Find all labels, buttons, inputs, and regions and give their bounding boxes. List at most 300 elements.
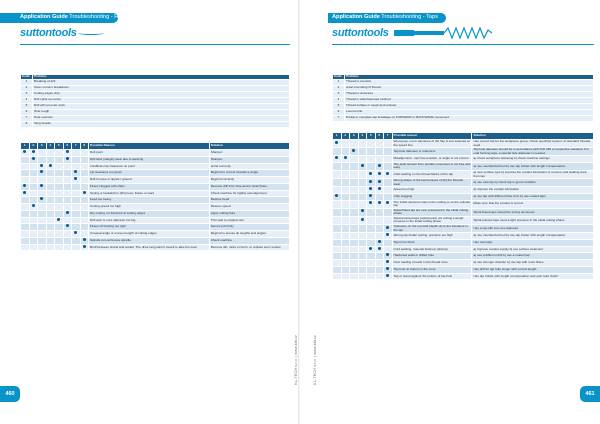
possible-reason: Flutes of/ burping not right <box>89 224 210 231</box>
grid-mark-cell <box>55 204 64 211</box>
problem-text: Partial or complete tap breakage on FORWARD or BACKWARD movement <box>345 115 594 121</box>
left-trouble-grid <box>20 142 290 251</box>
right-banner-title: Application Guide Troubleshooting - Taps <box>332 14 438 20</box>
bullet-dot-icon <box>369 187 372 190</box>
grid-mark-cell <box>375 233 384 240</box>
grid-col-header: 2 <box>341 133 350 140</box>
grid-row <box>333 148 594 156</box>
grid-mark-cell <box>21 204 30 211</box>
grid-col-header: 6 <box>375 133 384 140</box>
grid-mark-cell <box>333 156 342 163</box>
grid-mark-cell <box>46 170 55 177</box>
grid-mark-cell <box>46 224 55 231</box>
grid-mark-cell <box>358 208 367 216</box>
problem-text: Thread is oversize <box>345 79 594 85</box>
grid-mark-cell <box>350 253 359 260</box>
grid-mark-cell <box>358 148 367 156</box>
grid-mark-cell <box>367 162 376 170</box>
grid-mark-cell <box>384 260 393 267</box>
grid-row <box>21 183 290 190</box>
grid-mark-cell <box>55 177 64 184</box>
grid-mark-cell <box>350 266 359 273</box>
grid-mark-cell <box>333 148 342 156</box>
possible-reason: Tap hole diameter is undersize <box>392 148 472 156</box>
bullet-dot-icon <box>74 177 77 180</box>
grid-mark-cell <box>333 239 342 246</box>
grid-mark-cell <box>63 197 72 204</box>
grid-mark-cell <box>375 156 384 163</box>
solution: Remove drill from hole and to clear flutes <box>209 183 289 190</box>
grid-mark-cell <box>375 266 384 273</box>
grid-mark-cell <box>333 187 342 194</box>
problem-code: 3 <box>333 91 345 97</box>
grid-mark-cell <box>29 156 38 163</box>
grid-mark-cell <box>367 273 376 280</box>
grid-mark-cell <box>29 177 38 184</box>
grid-mark-cell <box>333 246 342 253</box>
possible-reason: Flutes clogged with chips <box>89 183 210 190</box>
grid-mark-cell <box>341 225 350 233</box>
grid-mark-cell <box>384 200 393 208</box>
grid-col-header: 5 <box>367 133 376 140</box>
grid-mark-cell <box>350 193 359 200</box>
bullet-dot-icon <box>32 204 35 207</box>
grid-mark-cell <box>21 197 30 204</box>
grid-mark-cell <box>358 171 367 179</box>
grid-mark-cell <box>46 156 55 163</box>
grid-mark-cell <box>384 253 393 260</box>
bullet-dot-icon <box>23 184 26 187</box>
problem-code: 8 <box>21 121 33 127</box>
bullet-dot-icon <box>378 187 381 190</box>
grid-mark-cell <box>341 179 350 187</box>
grid-mark-cell <box>375 187 384 194</box>
grid-mark-cell <box>38 170 47 177</box>
possible-reason: Dry cutting, no lubricant at cutting edges <box>89 210 210 217</box>
bullet-dot-icon <box>57 218 60 221</box>
grid-mark-cell <box>38 197 47 204</box>
grid-mark-cell <box>55 231 64 238</box>
grid-row <box>21 177 290 184</box>
grid-mark-cell <box>358 200 367 208</box>
bullet-dot-icon <box>66 157 69 160</box>
grid-mark-cell <box>46 237 55 244</box>
grid-mark-cell <box>72 217 81 224</box>
bullet-dot-icon <box>335 141 338 144</box>
possible-reason: Speed too high <box>392 187 472 194</box>
problem-text: Axial miscutting of thread <box>345 85 594 91</box>
grid-mark-cell <box>384 239 393 246</box>
possible-reason: Spiral pointed taps (spiral point) not cutting enough pressure in the initial cutting phase <box>392 216 472 224</box>
grid-mark-cell <box>384 216 393 224</box>
grid-mark-cell <box>367 148 376 156</box>
grid-mark-cell <box>29 217 38 224</box>
possible-reason: Tap or stand against the bottom of tap hole <box>392 273 472 280</box>
grid-mark-cell <box>358 273 367 280</box>
bullet-dot-icon <box>386 201 389 204</box>
solution: Sharpen <box>209 156 289 163</box>
grid-mark-cell <box>350 156 359 163</box>
bullet-dot-icon <box>23 150 26 153</box>
possible-reason: Wrong shape of the tap because of (R) the threads wear <box>392 179 472 187</box>
grid-mark-cell <box>350 140 359 148</box>
problem-text: Thread is wide/fractured inclined <box>345 97 594 103</box>
grid-row <box>333 187 594 194</box>
right-trouble-grid <box>332 132 594 280</box>
grid-mark-cell <box>29 163 38 170</box>
problem-code: 4 <box>21 97 33 103</box>
grid-mark-cell <box>341 193 350 200</box>
solution: Secure job firmly <box>209 224 289 231</box>
bullet-dot-icon <box>378 247 381 250</box>
grid-mark-cell <box>350 208 359 216</box>
grid-mark-cell <box>21 237 30 244</box>
grid-mark-cell <box>350 162 359 170</box>
grid-mark-cell <box>63 177 72 184</box>
right-page-number: 461 <box>580 386 600 402</box>
possible-reason: Cold welding on the thread flanks of the tap <box>392 171 472 179</box>
grid-mark-cell <box>55 237 64 244</box>
grid-mark-cell <box>341 266 350 273</box>
problem-row <box>333 115 594 121</box>
bullet-dot-icon <box>74 231 77 234</box>
grid-mark-cell <box>358 187 367 194</box>
grid-col-header: 4 <box>358 133 367 140</box>
grid-col-header: 3 <box>350 133 359 140</box>
grid-mark-cell <box>80 244 89 251</box>
grid-mark-cell <box>384 162 393 170</box>
problem-code: 7 <box>21 115 33 121</box>
grid-mark-cell <box>38 210 47 217</box>
grid-row <box>21 170 290 177</box>
grid-mark-cell <box>72 197 81 204</box>
grid-mark-cell <box>29 170 38 177</box>
possible-reason: Bruff between shank and socket. The drive tang wasn't meant to take the load <box>89 244 210 251</box>
grid-mark-cell <box>384 193 393 200</box>
grid-mark-cell <box>46 244 55 251</box>
grid-mark-cell <box>375 239 384 246</box>
logo-swoosh-icon <box>78 31 104 35</box>
possible-reason: Unequal angle or uneven length of cutting edges <box>89 231 210 238</box>
grid-mark-cell <box>375 179 384 187</box>
grid-mark-cell <box>367 187 376 194</box>
grid-mark-cell <box>333 200 342 208</box>
possible-reason: Drill land (margin) wear due to wearing <box>89 156 210 163</box>
grid-mark-cell <box>72 183 81 190</box>
grid-mark-cell <box>72 224 81 231</box>
grid-mark-cell <box>46 204 55 211</box>
possible-reason: Wrong tap holder setting, pressure too high <box>392 233 472 240</box>
grid-mark-cell <box>21 224 30 231</box>
grid-mark-cell <box>46 217 55 224</box>
grid-mark-cell <box>358 225 367 233</box>
solution: a) improve coolant supply b) use surface treatment <box>472 246 594 253</box>
grid-mark-cell <box>80 237 89 244</box>
solution: Reduce speed <box>209 204 289 211</box>
grid-mark-cell <box>46 190 55 197</box>
solution: Thin web to original size <box>209 217 289 224</box>
bullet-dot-icon <box>361 164 364 167</box>
grid-mark-cell <box>384 140 393 148</box>
grid-mark-cell <box>55 183 64 190</box>
problem-text: Drill will not enter work <box>33 103 290 109</box>
right-page <box>300 0 600 424</box>
grid-mark-cell <box>384 171 393 179</box>
grid-mark-cell <box>38 224 47 231</box>
grid-mark-cell <box>341 156 350 163</box>
solution: Spiral fluted taps should be spring tensioned <box>472 208 594 216</box>
grid-mark-cell <box>375 253 384 260</box>
grid-mark-cell <box>63 190 72 197</box>
grid-mark-cell <box>80 204 89 211</box>
left-page-number: 460 <box>0 386 20 402</box>
solution-header: Solution <box>209 143 289 150</box>
grid-row <box>21 197 290 204</box>
bullet-dot-icon <box>386 226 389 229</box>
grid-mark-cell <box>21 231 30 238</box>
grid-mark-cell <box>55 190 64 197</box>
grid-mark-cell <box>375 171 384 179</box>
grid-mark-cell <box>63 150 72 157</box>
grid-mark-cell <box>350 246 359 253</box>
grid-row <box>333 179 594 187</box>
solution: Use new taps <box>472 239 594 246</box>
right-divider <box>332 44 594 45</box>
grid-mark-cell <box>80 210 89 217</box>
bullet-dot-icon <box>361 209 364 212</box>
bullet-dot-icon <box>32 157 35 160</box>
grid-row <box>333 253 594 260</box>
grid-mark-cell <box>72 156 81 163</box>
grid-mark-cell <box>350 171 359 179</box>
problem-code: 1 <box>333 79 345 85</box>
grid-row <box>21 190 290 197</box>
possible-reason: Spindle run-out/Loose spindle <box>89 237 210 244</box>
grid-col-header: 3 <box>38 143 47 150</box>
solution: a) use mechanical feed b) use tap holder with length compensation <box>472 233 594 240</box>
problem-code: 6 <box>21 109 33 115</box>
solution: Use tap holder with length compensation and over load clutch <box>472 273 594 280</box>
grid-mark-cell <box>72 177 81 184</box>
grid-mark-cell <box>384 266 393 273</box>
grid-mark-cell <box>21 190 30 197</box>
problem-code: 1 <box>21 79 33 85</box>
grid-row <box>333 260 594 267</box>
problem-text: Hole rough <box>33 109 290 115</box>
grid-mark-cell <box>333 260 342 267</box>
bullet-dot-icon <box>83 245 86 248</box>
grid-mark-cell <box>358 140 367 148</box>
possible-reason: The axial tension from spindle movement is not free and easy <box>393 161 471 170</box>
grid-mark-cell <box>358 246 367 253</box>
grid-row <box>21 156 290 163</box>
grid-mark-cell <box>367 171 376 179</box>
grid-header <box>21 143 290 150</box>
grid-mark-cell <box>375 162 384 170</box>
grid-mark-cell <box>333 193 342 200</box>
problem-text: Tang breaks <box>33 121 290 127</box>
right-problem-table <box>332 74 594 122</box>
bullet-dot-icon <box>40 197 43 200</box>
grid-mark-cell <box>375 260 384 267</box>
grid-mark-cell <box>72 210 81 217</box>
grid-mark-cell <box>63 237 72 244</box>
grid-mark-cell <box>375 246 384 253</box>
bullet-dot-icon <box>66 150 69 153</box>
grid-mark-cell <box>80 197 89 204</box>
grid-mark-cell <box>29 224 38 231</box>
possible-reason: Drill web or core diameter too big <box>89 217 210 224</box>
left-problem-table <box>20 74 290 128</box>
possible-reason: Misalignment - tap hole position, or angle is not correct <box>392 156 472 163</box>
grid-row <box>21 210 290 217</box>
grid-mark-cell <box>367 208 376 216</box>
problem-code: 5 <box>21 103 33 109</box>
grid-mark-cell <box>55 150 64 157</box>
bullet-dot-icon <box>369 201 372 204</box>
solution: Sharpen <box>209 150 289 157</box>
grid-row <box>333 171 594 179</box>
solution: a) use new tap b) check tap in good condition <box>472 179 594 187</box>
grid-mark-cell <box>367 260 376 267</box>
solution: Tap hole diameter should be in accordance with DIN 336 or respective standard. For cold forming taps, a special hole diameter is needed. <box>472 148 594 156</box>
grid-mark-cell <box>350 200 359 208</box>
solution: a) check workpiece clamping b) check machine settings <box>472 156 594 163</box>
grid-col-header: 7 <box>384 133 393 140</box>
grid-col-header: 6 <box>63 143 72 150</box>
bullet-dot-icon <box>378 180 381 183</box>
grid-mark-cell <box>367 179 376 187</box>
grid-mark-cell <box>367 239 376 246</box>
possible-reason: Dull point <box>89 150 210 157</box>
grid-mark-cell <box>38 183 47 190</box>
grid-mark-cell <box>341 200 350 208</box>
solution: a) use stronger chamfer b) use tap with more flutes <box>472 260 594 267</box>
bullet-dot-icon <box>369 180 372 183</box>
bullet-dot-icon <box>40 184 43 187</box>
grid-mark-cell <box>38 204 47 211</box>
left-side-text: KL-TECH s.r.o. | www.kltt.cz <box>293 335 298 385</box>
grid-mark-cell <box>341 253 350 260</box>
possible-reason: The initial reference step in the cutting or on the cylinder tap <box>393 199 471 208</box>
solution: Apply cutting fluid <box>209 210 289 217</box>
grid-mark-cell <box>80 170 89 177</box>
possible-reason: Chip clogging <box>392 193 472 200</box>
grid-mark-cell <box>384 187 393 194</box>
bullet-dot-icon <box>83 238 86 241</box>
grid-mark-cell <box>333 162 342 170</box>
bullet-dot-icon <box>66 224 69 227</box>
grid-mark-cell <box>375 216 384 224</box>
grid-mark-cell <box>350 273 359 280</box>
grid-mark-cell <box>55 210 64 217</box>
grid-mark-cell <box>55 224 64 231</box>
grid-col-header: 4 <box>46 143 55 150</box>
grid-mark-cell <box>341 216 350 224</box>
grid-mark-cell <box>55 244 64 251</box>
grid-row <box>21 217 290 224</box>
grid-mark-cell <box>38 163 47 170</box>
grid-mark-cell <box>80 150 89 157</box>
grid-mark-cell <box>63 217 72 224</box>
problem-code: 2 <box>333 85 345 91</box>
grid-mark-cell <box>367 233 376 240</box>
right-banner <box>328 13 446 23</box>
possible-reason: Hardened walls in drilled hole <box>392 253 472 260</box>
solution: Spiral pointed taps need a light pressure in the initial cutting phase <box>472 216 594 224</box>
grid-mark-cell <box>21 210 30 217</box>
grid-mark-cell <box>29 237 38 244</box>
grid-mark-cell <box>63 163 72 170</box>
solution: Reduce Feed <box>209 197 289 204</box>
grid-mark-cell <box>375 148 384 156</box>
grid-mark-cell <box>63 224 72 231</box>
solution: Use correct tap for the workpiece group. Check specified system, of standard threads used <box>472 140 594 148</box>
code-header: Code <box>21 75 33 80</box>
solution: a) use a different drill b) use a coated tap <box>472 253 594 260</box>
grid-mark-cell <box>333 216 342 224</box>
bullet-dot-icon <box>40 170 43 173</box>
bullet-dot-icon <box>386 267 389 270</box>
grid-mark-cell <box>384 148 393 156</box>
grid-mark-cell <box>333 273 342 280</box>
bullet-dot-icon <box>386 233 389 236</box>
grid-mark-cell <box>384 179 393 187</box>
grid-mark-cell <box>341 187 350 194</box>
grid-mark-cell <box>384 208 393 216</box>
right-logo: suttontools <box>332 27 389 39</box>
grid-mark-cell <box>375 225 384 233</box>
grid-mark-cell <box>80 217 89 224</box>
grid-col-header: 2 <box>29 143 38 150</box>
solution: Remove dirt, nicks or burrs, or replace worn socket <box>209 244 289 251</box>
grid-mark-cell <box>358 239 367 246</box>
grid-mark-cell <box>80 163 89 170</box>
grid-mark-cell <box>358 266 367 273</box>
grid-col-header: 5 <box>55 143 64 150</box>
grid-mark-cell <box>350 225 359 233</box>
grid-mark-cell <box>46 177 55 184</box>
grid-mark-cell <box>72 231 81 238</box>
grid-col-header: 1 <box>21 143 30 150</box>
grid-mark-cell <box>341 246 350 253</box>
grid-mark-cell <box>80 190 89 197</box>
grid-row <box>333 225 594 233</box>
possible-reason: Insufficient lip clearance on point <box>89 163 210 170</box>
grid-mark-cell <box>38 231 47 238</box>
grid-mark-cell <box>46 183 55 190</box>
bullet-dot-icon <box>386 260 389 263</box>
bullet-dot-icon <box>361 218 364 221</box>
solution-header: Solution <box>472 133 594 140</box>
grid-mark-cell <box>384 225 393 233</box>
problem-text: Breaking of drill <box>33 79 290 85</box>
grid-mark-cell <box>358 193 367 200</box>
grid-mark-cell <box>72 170 81 177</box>
grid-mark-cell <box>367 253 376 260</box>
grid-mark-cell <box>46 231 55 238</box>
problem-header: Problem <box>33 75 290 80</box>
grid-mark-cell <box>341 233 350 240</box>
grid-mark-cell <box>80 156 89 163</box>
grid-mark-cell <box>63 231 72 238</box>
problem-header: Problem <box>345 75 594 80</box>
grid-mark-cell <box>29 150 38 157</box>
grid-mark-cell <box>55 217 64 224</box>
grid-row <box>333 208 594 216</box>
possible-reason: Lip clearance too great <box>89 170 210 177</box>
grid-mark-cell <box>80 177 89 184</box>
